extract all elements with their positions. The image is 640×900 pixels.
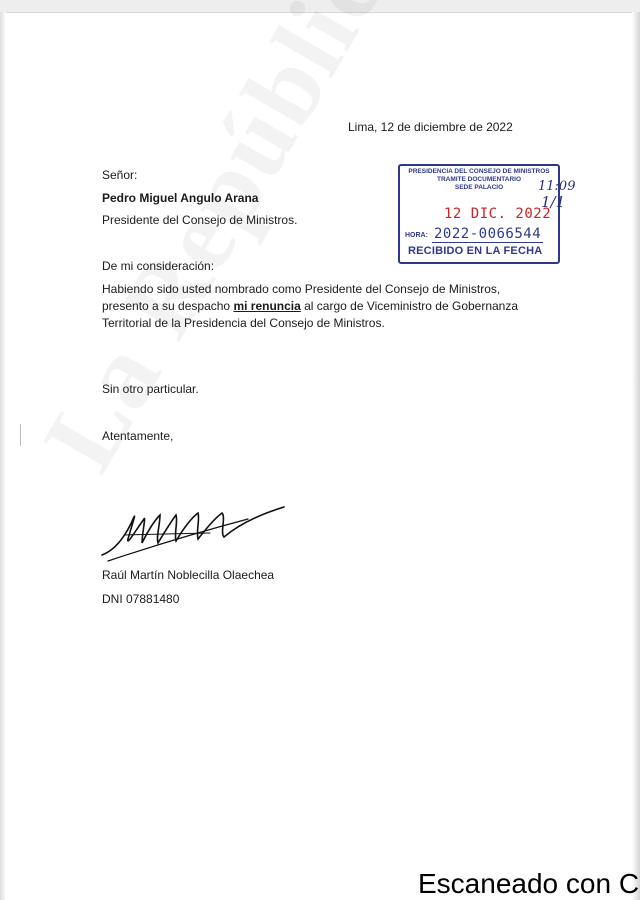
- handwritten-signature: [98, 505, 298, 570]
- closing-regards: Atentamente,: [102, 429, 174, 443]
- greeting: De mi consideración:: [102, 259, 215, 273]
- stamp-line-3: SEDE PALACIO: [454, 184, 504, 191]
- page-edge-left: [0, 12, 6, 900]
- letter-date: Lima, 12 de diciembre de 2022: [348, 120, 513, 134]
- addressee-name: Pedro Miguel Angulo Arana: [102, 191, 259, 205]
- stamp-registro: 2022-0066544: [434, 226, 542, 242]
- handwritten-folio: 1/1: [541, 193, 566, 211]
- signer-dni: DNI 07881480: [102, 592, 180, 606]
- body-text-1: Habiendo sido usted nombrado como Presidente del Consejo de Ministros, presento a su despacho: [102, 282, 501, 313]
- reception-stamp: [398, 164, 576, 264]
- addressee-title: Presidente del Consejo de Ministros.: [102, 213, 298, 227]
- page-edge-right: [632, 12, 640, 900]
- stamp-hora-label: HORA:: [405, 232, 428, 239]
- closing-line: Sin otro particular.: [102, 382, 199, 396]
- signer-name: Raúl Martín Noblecilla Olaechea: [102, 568, 275, 582]
- stamp-date: 12 DIC. 2022: [444, 206, 552, 222]
- body-text-2: al cargo de Viceministro de Gobernanza Territorial de la Presidencia del Consejo de Ministros.: [102, 299, 519, 330]
- stamp-line-2: TRAMITE DOCUMENTARIO: [436, 176, 521, 183]
- scanner-footer: Escaneado con C: [418, 868, 640, 899]
- margin-mark: [20, 424, 21, 446]
- stamp-line-1: PRESIDENCIA DEL CONSEJO DE MINISTROS: [408, 168, 550, 175]
- document-page: [0, 12, 640, 900]
- body-emphasis: mi renuncia: [233, 299, 301, 313]
- handwritten-time: 11:09: [538, 179, 576, 194]
- letter-body: [102, 281, 532, 332]
- salutation: Señor:: [102, 168, 138, 182]
- stamp-recibido: RECIBIDO EN LA FECHA: [408, 245, 543, 257]
